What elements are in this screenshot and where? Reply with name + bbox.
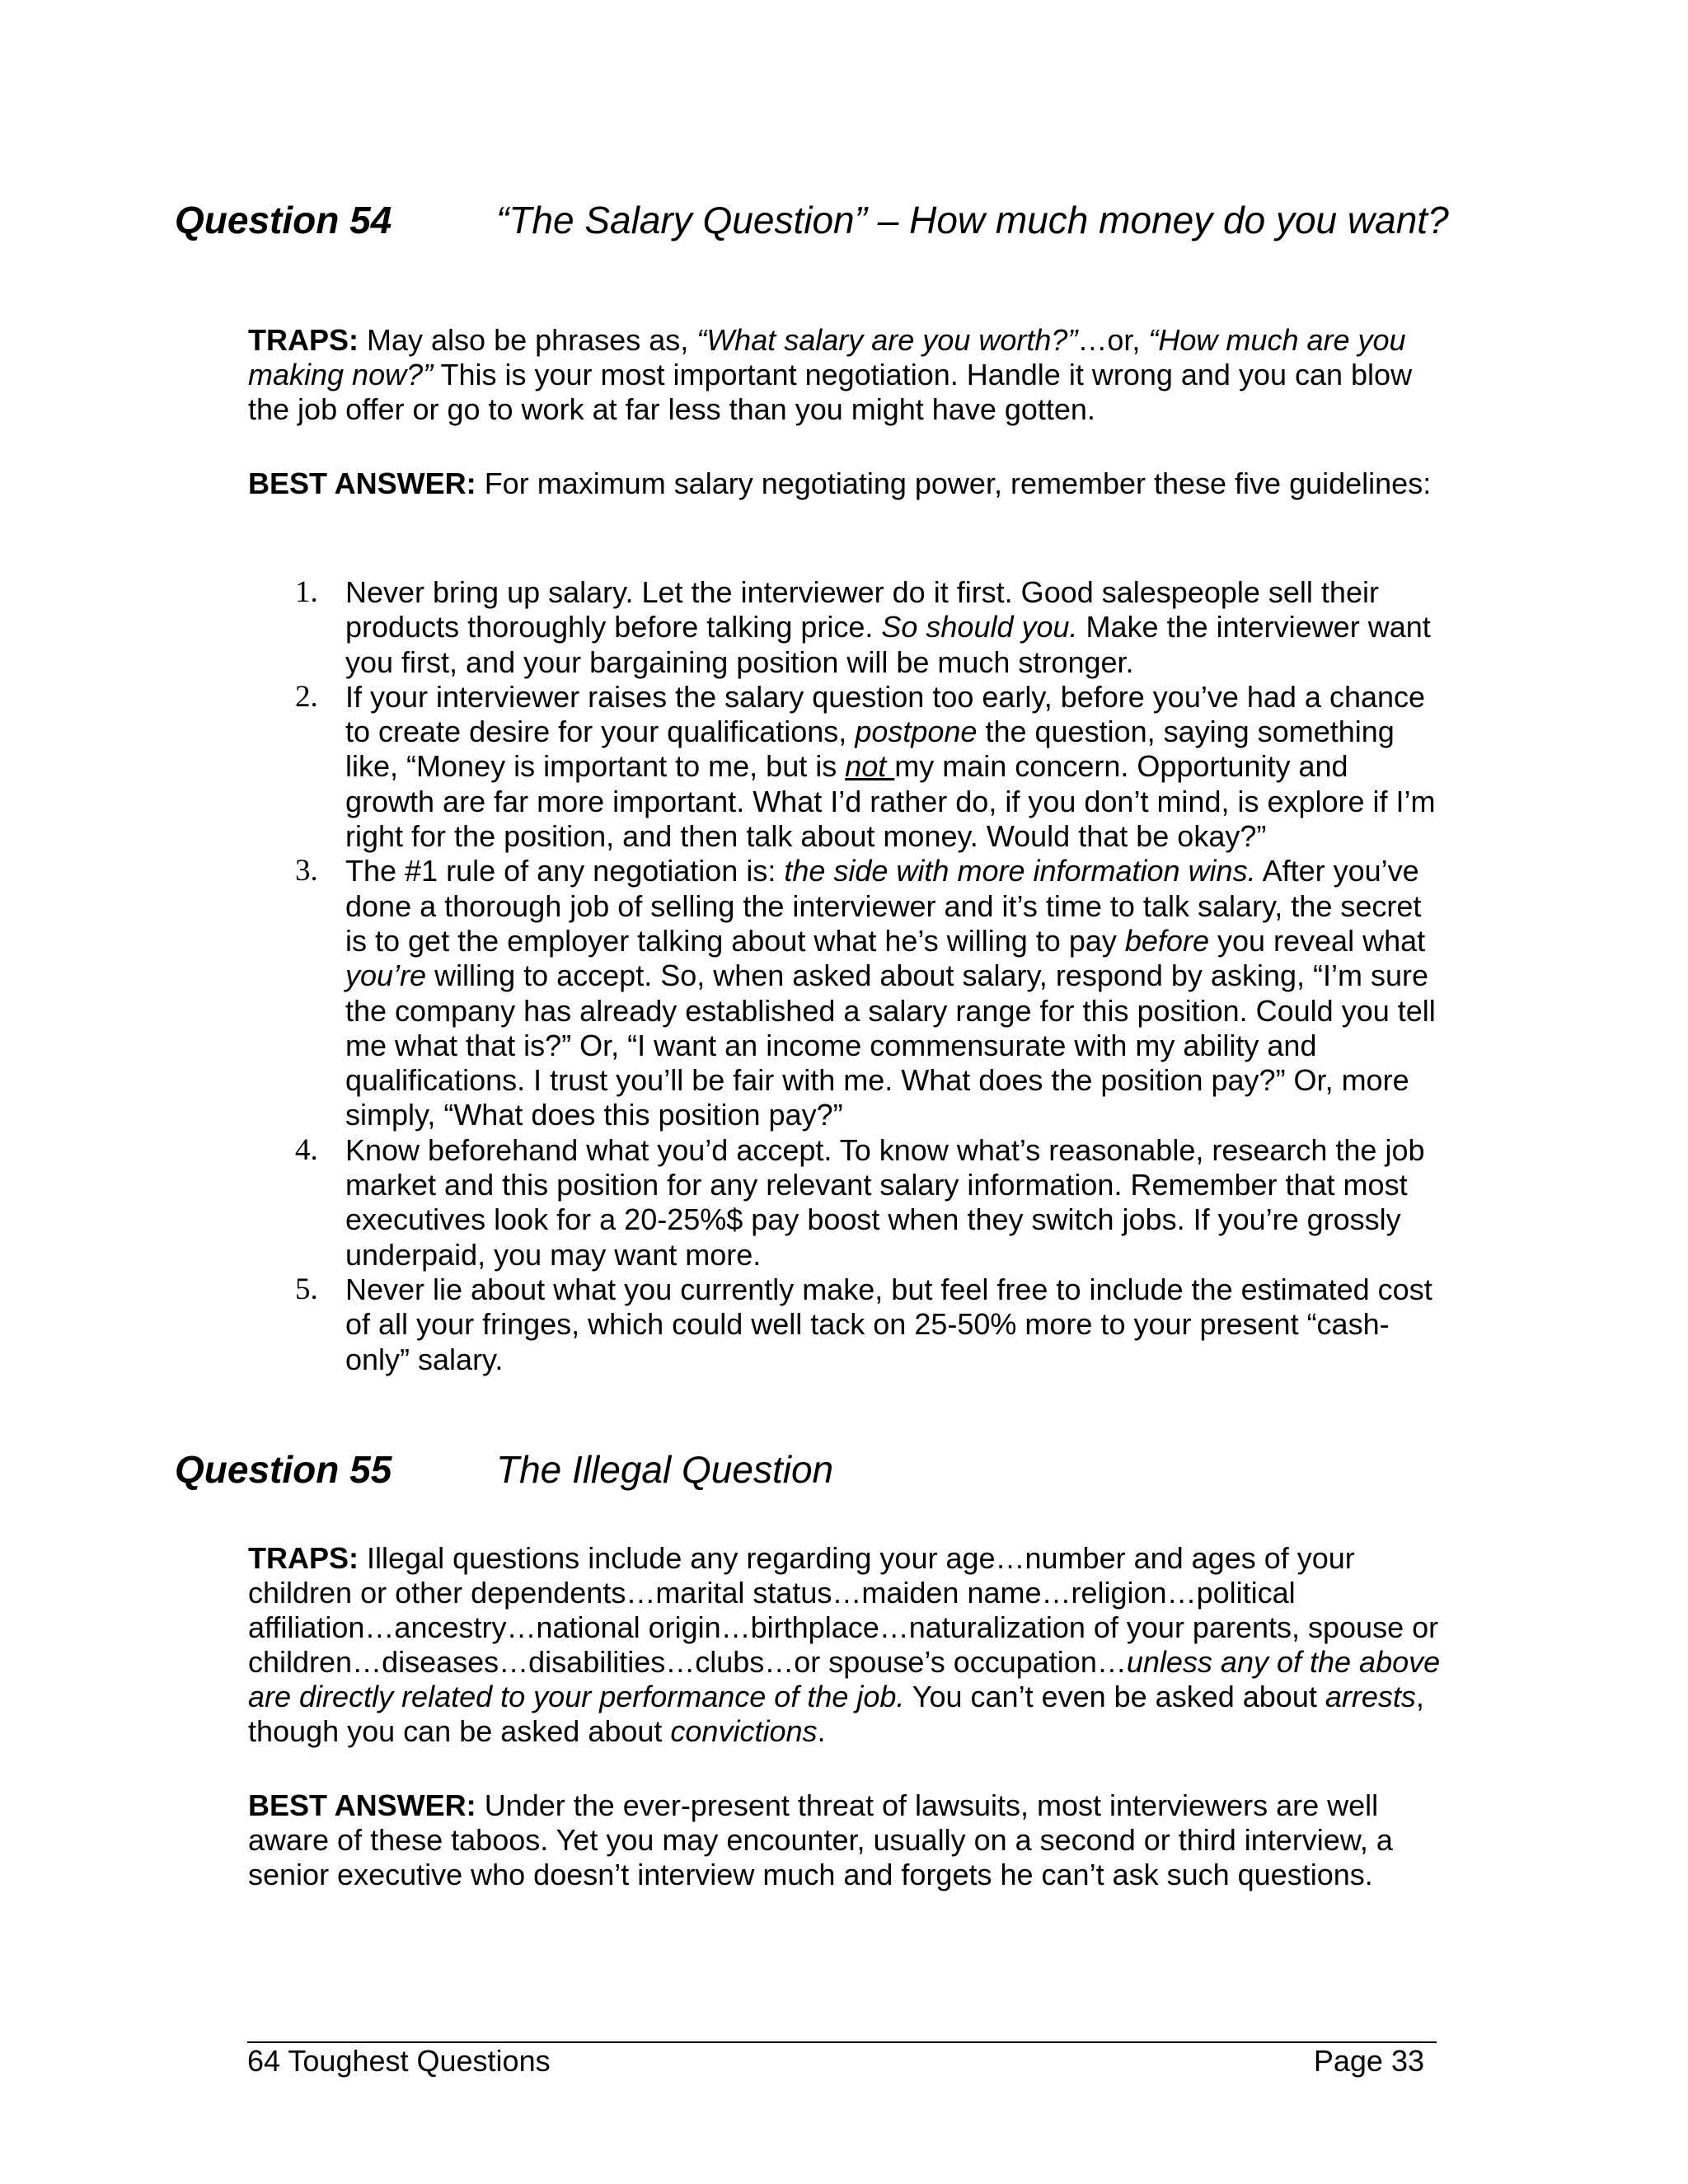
q55-traps-emphasis: arrests: [1325, 1680, 1416, 1713]
list-item-text: you reveal what: [1208, 923, 1426, 958]
list-item-number: 5.: [295, 1272, 318, 1306]
list-item-text: the question, saying something like, “Money is important to me, but is: [345, 715, 1395, 784]
q55-best-answer-paragraph: [248, 1788, 1443, 1892]
q54-label: Question 54: [175, 199, 392, 241]
q55-label: Question 55: [175, 1448, 392, 1491]
list-item-text: After you’ve done a thorough job of selling the interviewer and it’s time to talk salary, the secret is to get the employer talking about what he’s willing to pay: [345, 854, 1422, 958]
list-item: [248, 1272, 1443, 1377]
list-item-emphasis: the side with more information wins.: [784, 854, 1256, 888]
list-item-text: If your interviewer raises the salary question too early, before you’ve had a chance to create desire for your qualifications,: [345, 679, 1426, 749]
q54-traps-text-2: …or,: [1077, 323, 1149, 357]
footer-book-title: 64 Toughest Questions: [247, 2044, 551, 2078]
list-item-text: willing to accept. So, when asked about salary, respond by asking, “I’m sure the company has already established a salary range for this position. Could you tell me what that is?” Or, “I want an income commensurate with my ability and qualifications. I trust you’ll be fair with me. What does the position pay?” Or, more simply, “What does this position pay?”: [345, 958, 1436, 1132]
q55-traps-text: .: [817, 1714, 826, 1748]
q54-traps-label: TRAPS:: [248, 323, 359, 357]
list-item-number: 4.: [295, 1132, 318, 1167]
q55-traps-paragraph: [248, 1541, 1443, 1749]
list-item-emphasis: you’re: [345, 958, 427, 993]
q55-best-answer-text: Under the ever-present threat of lawsuits, most interviewers are well aware of these taboos. Yet you may encounter, usually on a second or third interview, a senior executive who doesn’t interview much and forgets he can’t ask such questions.: [248, 1788, 1393, 1891]
q55-traps-text: , though you can be asked about: [248, 1680, 1424, 1748]
list-item-text: Never bring up salary. Let the interviewer do it first. Good salespeople sell their products thoroughly before talking price.: [345, 575, 1379, 644]
list-item-emphasis: postpone: [855, 715, 978, 749]
q55-title: The Illegal Question: [496, 1448, 834, 1491]
list-item-text: Never lie about what you currently make, but feel free to include the estimated cost of all your fringes, which could well tack on 25-50% more to your present “cash-only” salary.: [345, 1272, 1432, 1376]
q54-best-answer-paragraph: [248, 466, 1443, 501]
q54-traps-quote-1: “What salary are you worth?”: [696, 323, 1078, 357]
list-item-underline: not: [845, 749, 895, 784]
list-item-number: 1.: [295, 575, 318, 609]
q54-best-answer-text: For maximum salary negotiating power, remember these five guidelines:: [484, 466, 1432, 500]
q54-traps-text-3: This is your most important negotiation. Handle it wrong and you can blow the job offer or go to work at far less than you might have gotten.: [248, 358, 1413, 426]
q54-traps-paragraph: [248, 323, 1443, 427]
q54-guidelines-list: [248, 575, 1443, 1377]
q54-traps-text-1: May also be phrases as,: [367, 323, 697, 357]
list-item-emphasis: So should you.: [881, 610, 1078, 644]
q55-traps-emphasis: convictions: [670, 1714, 818, 1748]
footer-divider: [247, 2041, 1437, 2043]
list-item-emphasis: before: [1124, 923, 1209, 958]
list-item: [248, 680, 1443, 854]
list-item: [248, 1133, 1443, 1272]
q55-traps-label: TRAPS:: [248, 1541, 359, 1575]
list-item: [248, 575, 1443, 680]
list-item-text: The #1 rule of any negotiation is:: [345, 854, 785, 888]
q54-best-answer-label: BEST ANSWER:: [248, 466, 476, 500]
footer-page-number: Page 33: [1313, 2044, 1424, 2078]
q55-best-answer-label: BEST ANSWER:: [248, 1788, 476, 1822]
q54-traps-quote-2: “How much are you making now?”: [248, 323, 1406, 391]
list-item-number: 3.: [295, 854, 318, 888]
q55-traps-text: You can’t even be asked about: [904, 1680, 1325, 1713]
q54-title: “The Salary Question” – How much money do you want?: [496, 199, 1449, 241]
q55-traps-text: Illegal questions include any regarding your age…number and ages of your children or other dependents…marital status…maiden name…religion…political affiliation…ancestry…national origin…birthplace…naturalization of your parents, spouse or children…diseases…disabilities…clubs…or spouse’s occupation…: [248, 1541, 1439, 1679]
list-item-text: Make the interviewer want you first, and your bargaining position will be much stronger.: [345, 610, 1431, 679]
q55-traps-emphasis: unless any of the above are directly related to your performance of the job.: [248, 1645, 1441, 1713]
list-item-text: Know beforehand what you’d accept. To know what’s reasonable, research the job market and this position for any relevant salary information. Remember that most executives look for a 20-25%$ pay boost when they switch jobs. If you’re grossly underpaid, you may want more.: [345, 1132, 1425, 1272]
list-item-number: 2.: [295, 679, 318, 714]
list-item-text: my main concern. Opportunity and growth are far more important. What I’d rather do, if you don’t mind, is explore if I’m right for the position, and then talk about money. Would that be okay?”: [345, 749, 1436, 854]
list-item: [248, 854, 1443, 1132]
